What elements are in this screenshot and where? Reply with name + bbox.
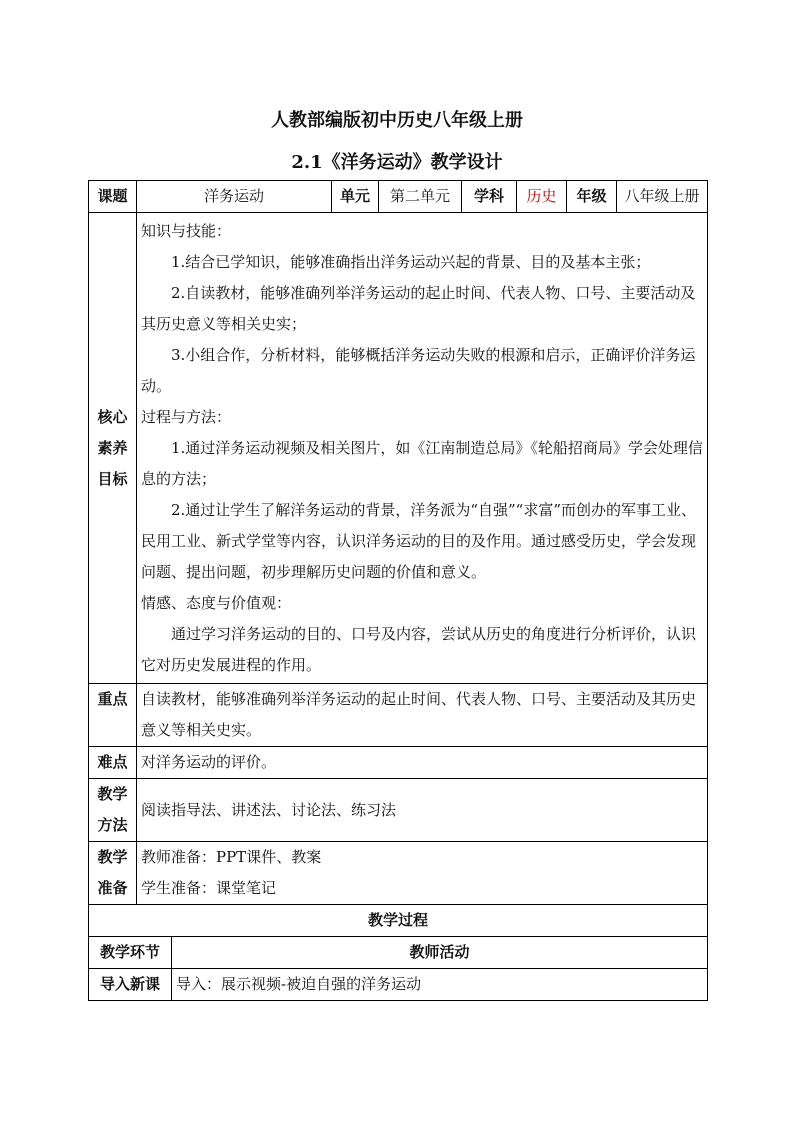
document-title: 人教部编版初中历史八年级上册 [271, 110, 523, 131]
process-columns-row [89, 937, 708, 969]
emotion-item: 通过学习洋务运动的目的、口号及内容，尝试从历史的角度进行分析评价，认识它对历史发展进程的作用。 [141, 625, 697, 674]
unit-label: 单元 [332, 181, 379, 213]
lesson-plan-table [88, 180, 708, 1001]
preparation-content [137, 842, 708, 905]
process-row [89, 969, 708, 1001]
process-stage: 导入新课 [89, 969, 172, 1001]
teacher-preparation: 教师准备：PPT课件、教案 [141, 848, 322, 866]
methods-row [89, 779, 708, 842]
goals-label: 核心 素养 目标 [89, 213, 137, 684]
document-subtitle: 2.1《洋务运动》教学设计 [291, 152, 503, 173]
difficulty-text: 对洋务运动的评价。 [137, 747, 708, 779]
goals-content [137, 213, 708, 684]
key-point-label: 重点 [89, 684, 137, 747]
grade-value: 八年级上册 [617, 181, 708, 213]
emotion-heading: 情感、态度与价值观： [141, 594, 292, 612]
process-heading: 过程与方法： [141, 408, 232, 426]
knowledge-item: 3.小组合作，分析材料，能够概括洋务运动失败的根源和启示，正确评价洋务运动。 [141, 346, 696, 395]
knowledge-item: 1.结合已学知识，能够准确指出洋务运动兴起的背景、目的及基本主张； [171, 253, 651, 271]
knowledge-item: 2.自读教材，能够准确列举洋务运动的起止时间、代表人物、口号、主要活动及其历史意义等相关史实； [141, 284, 696, 333]
difficulty-label: 难点 [89, 747, 137, 779]
process-item: 1.通过洋务运动视频及相关图片，如《江南制造总局》《轮船招商局》学会处理信息的方法； [141, 439, 703, 488]
methods-label: 教学 方法 [89, 779, 137, 842]
preparation-label: 教学 准备 [89, 842, 137, 905]
student-preparation: 学生准备：课堂笔记 [141, 879, 277, 897]
process-activity: 导入：展示视频-被迫自强的洋务运动 [172, 969, 708, 1001]
methods-text: 阅读指导法、讲述法、讨论法、练习法 [137, 779, 708, 842]
difficulty-row [89, 747, 708, 779]
process-item: 2.通过让学生了解洋务运动的背景，洋务派为“自强”“求富”而创办的军事工业、民用工业、新式学堂等内容，认识洋务运动的目的及作用。通过感受历史，学会发现问题、提出问题，初步理解历史问题的价值和意义。 [141, 501, 697, 581]
goals-row [89, 213, 708, 684]
topic-value: 洋务运动 [137, 181, 332, 213]
key-point-row [89, 684, 708, 747]
grade-label: 年级 [567, 181, 617, 213]
unit-value: 第二单元 [379, 181, 462, 213]
header-row [89, 181, 708, 213]
key-point-text: 自读教材，能够准确列举洋务运动的起止时间、代表人物、口号、主要活动及其历史意义等相关史实。 [137, 684, 708, 747]
subject-value: 历史 [517, 181, 567, 213]
subject-label: 学科 [462, 181, 517, 213]
activity-column-header: 教师活动 [172, 937, 708, 969]
process-heading: 教学过程 [89, 905, 708, 937]
topic-label: 课题 [89, 181, 137, 213]
preparation-row [89, 842, 708, 905]
process-heading-row [89, 905, 708, 937]
knowledge-heading: 知识与技能： [141, 222, 232, 240]
stage-column-header: 教学环节 [89, 937, 172, 969]
